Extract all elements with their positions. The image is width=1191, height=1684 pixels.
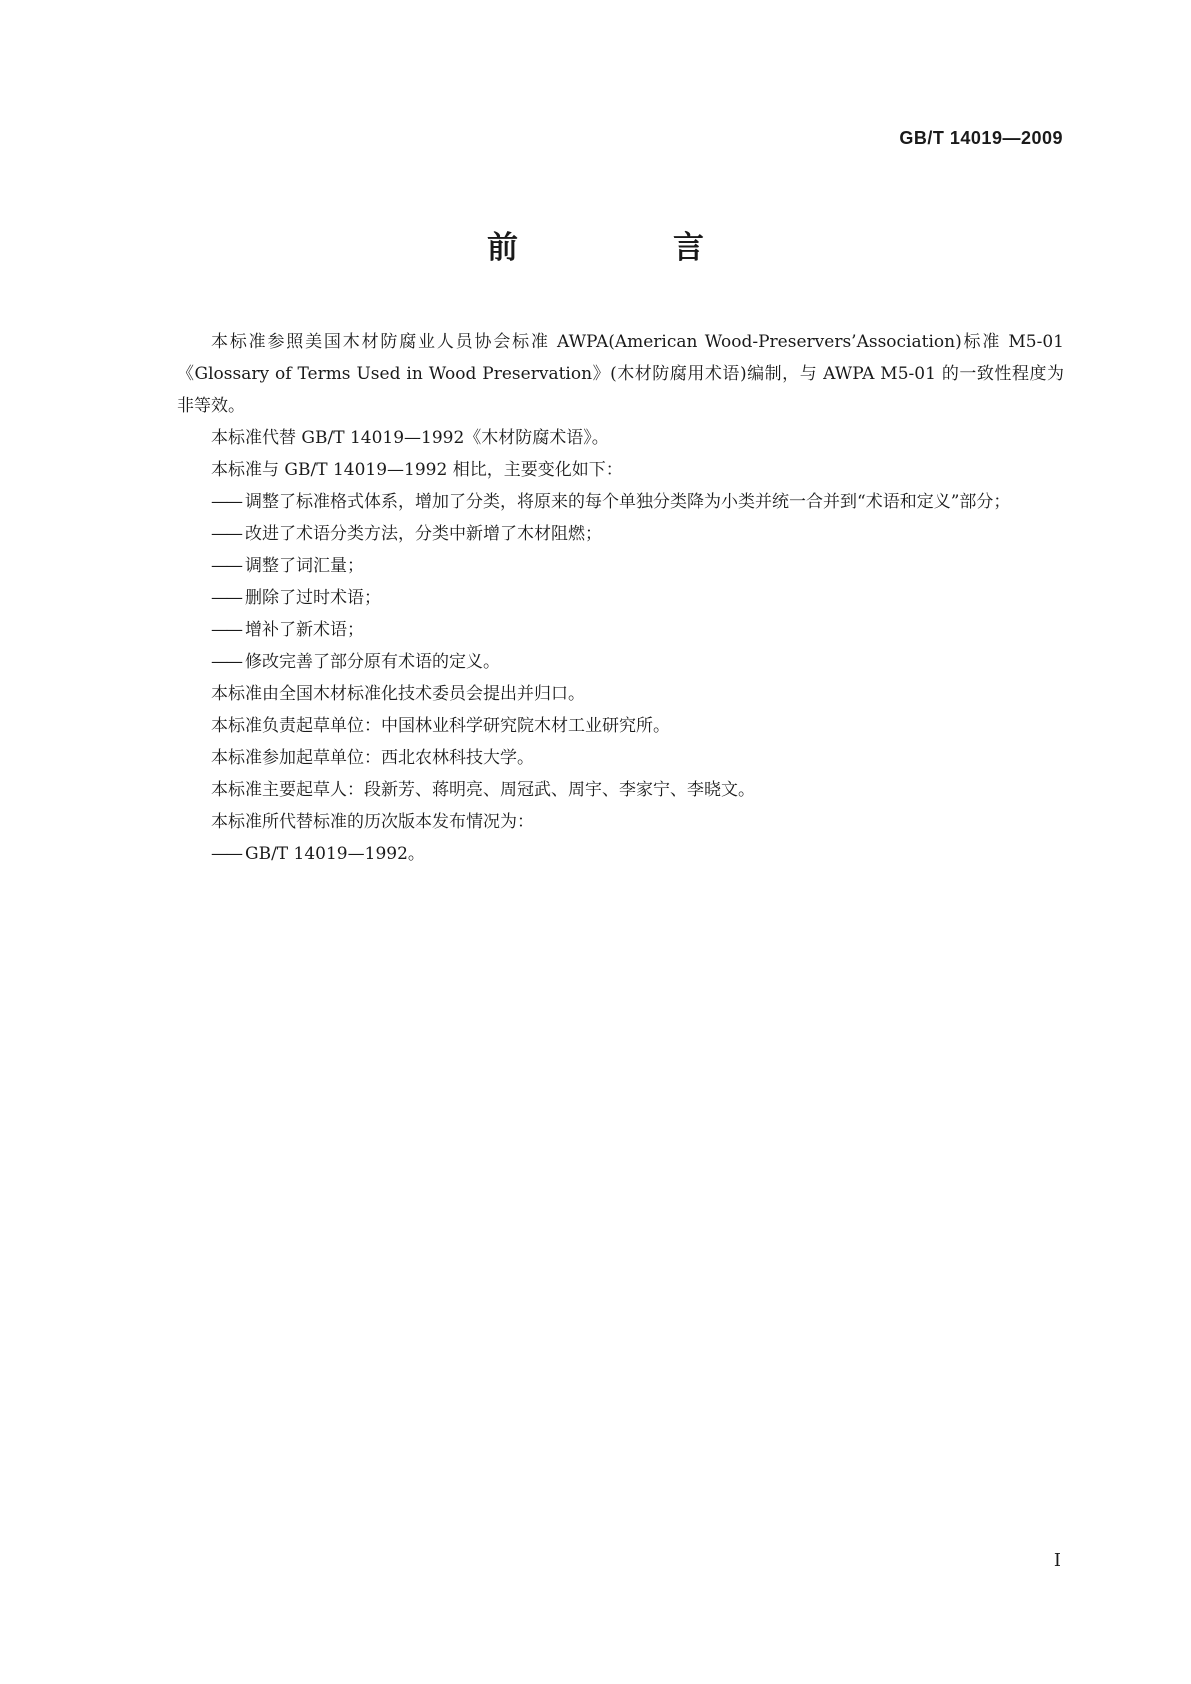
bullet-dash: —— <box>211 844 241 864</box>
bullet-dash: —— <box>211 556 241 576</box>
bullet-dash: —— <box>211 588 241 608</box>
history-item <box>211 838 1064 870</box>
change-item <box>211 550 1064 582</box>
change-item <box>211 518 1064 550</box>
paragraph-changes-intro: 本标准与 GB/T 14019—1992 相比，主要变化如下： <box>211 460 623 480</box>
foreword-body <box>177 326 1064 870</box>
bullet-dash: —— <box>211 492 241 512</box>
change-item-text: 调整了标准格式体系，增加了分类，将原来的每个单独分类降为小类并统一合并到“术语和定义”部分； <box>245 492 1011 512</box>
standard-code: GB/T 14019—2009 <box>899 128 1063 148</box>
change-item <box>211 582 1064 614</box>
paragraph-replaces: 本标准代替 GB/T 14019—1992《木材防腐术语》。 <box>211 428 609 448</box>
change-item-text: 增补了新术语； <box>245 620 364 640</box>
change-item <box>211 646 1064 678</box>
change-item-text: 改进了术语分类方法，分类中新增了木材阻燃； <box>245 524 602 544</box>
paragraph-drafters: 本标准主要起草人：段新芳、蒋明亮、周冠武、周宇、李家宁、李晓文。 <box>211 780 755 800</box>
paragraph-proposer: 本标准由全国木材标准化技术委员会提出并归口。 <box>211 684 585 704</box>
page-title: 前 言 <box>487 230 766 266</box>
history-item-text: GB/T 14019—1992。 <box>245 844 425 864</box>
paragraph-participant: 本标准参加起草单位：西北农林科技大学。 <box>211 748 534 768</box>
change-item-text: 修改完善了部分原有术语的定义。 <box>245 652 500 672</box>
change-item-text: 删除了过时术语； <box>245 588 381 608</box>
paragraph-reference: 本标准参照美国木材防腐业人员协会标准 AWPA(American Wood-Preservers’Association)标准 M5-01《Glossary of Terms Used in Wood Preservation》(木材防腐用术语)编制，与 AWPA M5-01 的一致性程度为非等效。 <box>177 332 1064 416</box>
change-item-text: 调整了词汇量； <box>245 556 364 576</box>
bullet-dash: —— <box>211 620 241 640</box>
page-number: I <box>1053 1550 1061 1571</box>
change-item <box>211 486 1064 518</box>
bullet-dash: —— <box>211 524 241 544</box>
change-item <box>211 614 1064 646</box>
bullet-dash: —— <box>211 652 241 672</box>
paragraph-lead-drafter: 本标准负责起草单位：中国林业科学研究院木材工业研究所。 <box>211 716 670 736</box>
paragraph-history-intro: 本标准所代替标准的历次版本发布情况为： <box>211 812 534 832</box>
